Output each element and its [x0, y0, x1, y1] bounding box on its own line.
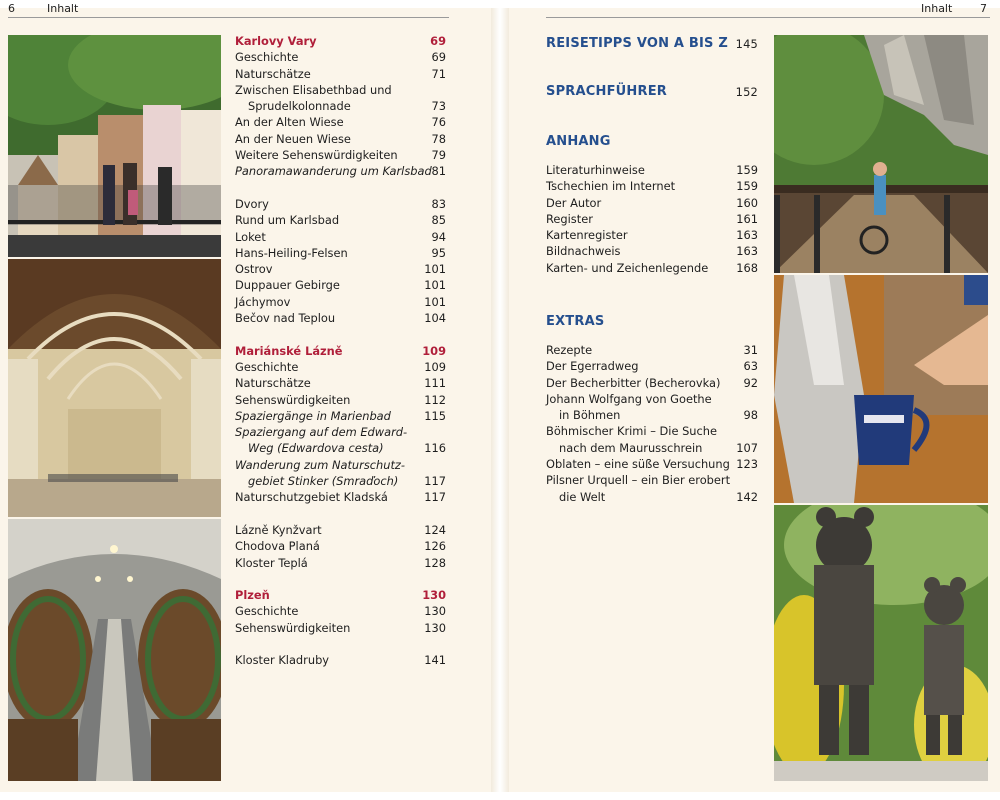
- toc-entry[interactable]: [235, 261, 446, 277]
- toc-entry-page: 92: [743, 375, 758, 390]
- toc-entry-page: 101: [424, 294, 446, 309]
- toc-entry-label: Geschichte: [235, 50, 299, 65]
- left-running-head: Inhalt: [47, 2, 79, 15]
- toc-entry-page: 130: [424, 620, 446, 635]
- toc-entry-page: 117: [424, 474, 446, 489]
- toc-entry-label: Kloster Teplá: [235, 555, 308, 570]
- toc-entry-label: Duppauer Gebirge: [235, 278, 340, 293]
- toc-entry-page: 94: [431, 229, 446, 244]
- toc-entry-page: 101: [424, 278, 446, 293]
- toc-spacer: [235, 636, 446, 652]
- toc-entry[interactable]: [235, 440, 446, 456]
- toc-entry[interactable]: [235, 49, 446, 65]
- toc-entry-label: Literaturhinweise: [546, 163, 645, 177]
- toc-section-title: SPRACHFÜHRER: [546, 84, 667, 99]
- photo-spa-cup: [774, 275, 988, 503]
- photo-puppet-statues: [774, 505, 988, 781]
- toc-entry[interactable]: [546, 342, 758, 358]
- toc-entry[interactable]: [235, 424, 446, 440]
- toc-entry[interactable]: [235, 163, 446, 179]
- toc-entry-label: Weg (Edwardova cesta): [248, 441, 384, 456]
- toc-entry-page: 124: [424, 522, 446, 537]
- toc-entry[interactable]: [546, 211, 758, 227]
- toc-section-heading[interactable]: [546, 314, 758, 329]
- toc-entry-label: Weitere Sehenswürdigkeiten: [235, 148, 398, 163]
- toc-entry-page: 126: [424, 539, 446, 554]
- toc-spacer: [235, 180, 446, 196]
- toc-entry-page: 111: [424, 376, 446, 391]
- toc-entry-page: 130: [424, 604, 446, 619]
- toc-entry[interactable]: [235, 66, 446, 82]
- toc-entry-label: gebiet Stinker (Smraďoch): [248, 474, 399, 489]
- toc-entry-label: Rezepte: [546, 343, 593, 357]
- toc-entry-page: 160: [736, 195, 758, 210]
- right-page-number: 7: [980, 2, 987, 15]
- toc-section-heading[interactable]: [546, 134, 758, 149]
- toc-entry[interactable]: [546, 440, 758, 456]
- toc-entry[interactable]: [235, 457, 446, 473]
- toc-entry-label: Sehenswürdigkeiten: [235, 620, 351, 635]
- toc-entry[interactable]: [546, 407, 758, 423]
- toc-entry[interactable]: [546, 260, 758, 276]
- toc-entry-label: Bečov nad Teplou: [235, 311, 336, 326]
- toc-entry[interactable]: [235, 310, 446, 326]
- toc-entry-label: Johann Wolfgang von Goethe: [546, 391, 712, 406]
- toc-entry-page: 78: [431, 131, 446, 146]
- toc-entry[interactable]: [235, 82, 446, 98]
- toc-entry-page: 161: [736, 211, 758, 226]
- toc-entry-label: Jáchymov: [235, 294, 291, 309]
- toc-entry-label: Dvory: [235, 196, 269, 211]
- toc-entry[interactable]: [235, 114, 446, 130]
- toc-entry[interactable]: [235, 652, 446, 668]
- toc-entry-label: Spaziergänge in Marienbad: [235, 408, 391, 423]
- toc-entry-label: Kloster Kladruby: [235, 653, 330, 668]
- photo-karlsbad-street: [8, 35, 221, 257]
- toc-entry-label: Plzeň: [235, 588, 270, 603]
- toc-entry[interactable]: [546, 472, 758, 488]
- toc-entry[interactable]: [546, 456, 758, 472]
- toc-entry-page: 31: [743, 343, 758, 357]
- photo-colonnade: [8, 259, 221, 517]
- toc-entry-page: 117: [424, 490, 446, 505]
- toc-section-title: REISETIPPS VON A BIS Z: [546, 36, 728, 51]
- toc-entry-page: 73: [431, 99, 446, 114]
- toc-entry-page: 141: [424, 653, 446, 668]
- photo-beer-cellar: [8, 519, 221, 781]
- toc-section-entries: [546, 342, 758, 505]
- toc-entry-label: Karten- und Zeichenlegende: [546, 260, 709, 275]
- toc-entry[interactable]: [235, 147, 446, 163]
- toc-entry[interactable]: [235, 375, 446, 391]
- toc-entry[interactable]: [235, 196, 446, 212]
- toc-entry[interactable]: [546, 162, 758, 178]
- toc-entry-label: Mariánské Lázně: [235, 343, 343, 358]
- toc-entry[interactable]: [235, 620, 446, 636]
- toc-entry-label: Sprudelkolonnade: [248, 99, 351, 114]
- toc-entry[interactable]: [235, 555, 446, 571]
- toc-section-heading[interactable]: [546, 84, 758, 99]
- toc-entry[interactable]: [546, 391, 758, 407]
- toc-entry[interactable]: [546, 375, 758, 391]
- toc-entry-page: 95: [431, 245, 446, 260]
- toc-entry-label: Naturschutzgebiet Kladská: [235, 490, 388, 505]
- toc-entry-label: Der Egerradweg: [546, 359, 639, 374]
- toc-entry[interactable]: [235, 277, 446, 293]
- toc-entry[interactable]: [235, 489, 446, 505]
- left-header-rule: [8, 17, 449, 18]
- toc-entry[interactable]: [235, 131, 446, 147]
- toc-entry-label: Naturschätze: [235, 376, 311, 391]
- toc-entry[interactable]: [235, 98, 446, 114]
- toc-entry-page: 159: [736, 163, 758, 177]
- toc-section-entries: [546, 162, 758, 276]
- toc-entry[interactable]: [235, 359, 446, 375]
- toc-entry-label: Chodova Planá: [235, 539, 320, 554]
- toc-entry-label: Zwischen Elisabethbad und: [235, 82, 392, 97]
- toc-entry[interactable]: [235, 294, 446, 310]
- toc-entry-label: Böhmischer Krimi – Die Suche: [546, 424, 718, 439]
- toc-entry[interactable]: [235, 473, 446, 489]
- toc-entry[interactable]: [546, 227, 758, 243]
- toc-entry[interactable]: [546, 243, 758, 259]
- toc-entry-page: 163: [736, 244, 758, 259]
- toc-spacer: [235, 326, 446, 342]
- toc-entry-page: 109: [422, 343, 446, 358]
- toc-entry-label: Tschechien im Internet: [546, 179, 676, 194]
- toc-entry-page: 101: [424, 262, 446, 277]
- toc-entry-label: Lázně Kynžvart: [235, 522, 322, 537]
- toc-entry-page: 159: [736, 179, 758, 194]
- toc-entry-page: 142: [736, 489, 758, 504]
- left-table-of-contents: [235, 33, 446, 669]
- toc-chapter-heading[interactable]: [235, 343, 446, 359]
- toc-entry[interactable]: [235, 229, 446, 245]
- toc-entry-page: 81: [431, 164, 446, 179]
- toc-entry-label: Rund um Karlsbad: [235, 213, 340, 228]
- toc-entry[interactable]: [235, 245, 446, 261]
- toc-entry-page: 115: [424, 408, 446, 423]
- toc-entry-page: 123: [736, 457, 758, 472]
- toc-entry-label: in Böhmen: [559, 408, 621, 423]
- toc-entry-page: 107: [736, 440, 758, 455]
- toc-entry-page: 104: [424, 311, 446, 326]
- toc-entry-label: Sehenswürdigkeiten: [235, 392, 351, 407]
- toc-entry-label: Pilsner Urquell – ein Bier erobert: [546, 473, 731, 488]
- toc-entry-label: Ostrov: [235, 262, 273, 277]
- toc-entry-page: 83: [431, 196, 446, 211]
- toc-entry-label: An der Neuen Wiese: [235, 131, 351, 146]
- toc-section-page: 152: [735, 85, 758, 99]
- toc-entry-label: Wanderung zum Naturschutz-: [235, 457, 406, 472]
- toc-entry-label: Spaziergang auf dem Edward-: [235, 425, 408, 440]
- toc-entry[interactable]: [546, 423, 758, 439]
- toc-entry-label: Oblaten – eine süße Versuchung: [546, 457, 730, 472]
- toc-entry-page: 163: [736, 228, 758, 243]
- toc-entry-page: 112: [424, 392, 446, 407]
- toc-section-title: ANHANG: [546, 134, 611, 149]
- toc-entry-page: 76: [431, 115, 446, 130]
- toc-entry-label: An der Alten Wiese: [235, 115, 344, 130]
- left-page-number: 6: [8, 2, 15, 15]
- toc-entry-label: Geschichte: [235, 604, 299, 619]
- toc-entry-page: 79: [431, 148, 446, 163]
- toc-entry-label: Loket: [235, 229, 266, 244]
- toc-entry-label: Kartenregister: [546, 228, 628, 243]
- toc-entry-label: Karlovy Vary: [235, 34, 317, 48]
- toc-entry[interactable]: [235, 538, 446, 554]
- toc-entry-page: 69: [430, 34, 446, 48]
- toc-entry-label: Naturschätze: [235, 66, 311, 81]
- toc-entry-label: Der Autor: [546, 195, 602, 210]
- toc-entry-page: 168: [736, 260, 758, 275]
- toc-entry[interactable]: [235, 408, 446, 424]
- toc-section-page: 145: [735, 37, 758, 51]
- toc-entry[interactable]: [235, 392, 446, 408]
- toc-entry-page: 69: [431, 50, 446, 65]
- toc-entry-page: 128: [424, 555, 446, 570]
- toc-entry-label: Panoramawanderung um Karlsbad: [235, 164, 432, 179]
- toc-entry[interactable]: [235, 212, 446, 228]
- toc-entry-page: 98: [743, 408, 758, 423]
- toc-section-heading[interactable]: [546, 36, 758, 51]
- toc-entry-label: Bildnachweis: [546, 244, 621, 259]
- toc-entry-label: Der Becherbitter (Becherovka): [546, 375, 721, 390]
- toc-entry-page: 85: [431, 213, 446, 228]
- toc-entry[interactable]: [546, 358, 758, 374]
- toc-chapter-heading[interactable]: [235, 587, 446, 603]
- toc-entry[interactable]: [546, 178, 758, 194]
- toc-entry-page: 109: [424, 359, 446, 374]
- toc-entry-page: 116: [424, 441, 446, 456]
- toc-entry[interactable]: [235, 522, 446, 538]
- right-running-head: Inhalt: [921, 2, 953, 15]
- toc-entry[interactable]: [235, 603, 446, 619]
- toc-entry-label: Register: [546, 211, 593, 226]
- toc-spacer: [235, 571, 446, 587]
- photo-cyclist-bridge: [774, 35, 988, 273]
- right-header-rule: [546, 17, 990, 18]
- toc-entry-label: Hans-Heiling-Felsen: [235, 245, 348, 260]
- book-gutter: [491, 8, 509, 792]
- toc-entry[interactable]: [546, 195, 758, 211]
- toc-section-title: EXTRAS: [546, 314, 605, 329]
- toc-entry-label: die Welt: [559, 489, 606, 504]
- toc-entry-label: Geschichte: [235, 359, 299, 374]
- toc-entry-page: 130: [422, 588, 446, 603]
- toc-chapter-heading[interactable]: [235, 33, 446, 49]
- toc-entry[interactable]: [546, 489, 758, 505]
- toc-entry-page: 71: [431, 66, 446, 81]
- toc-entry-page: 63: [743, 359, 758, 374]
- toc-entry-label: nach dem Maurusschrein: [559, 440, 703, 455]
- toc-spacer: [235, 506, 446, 522]
